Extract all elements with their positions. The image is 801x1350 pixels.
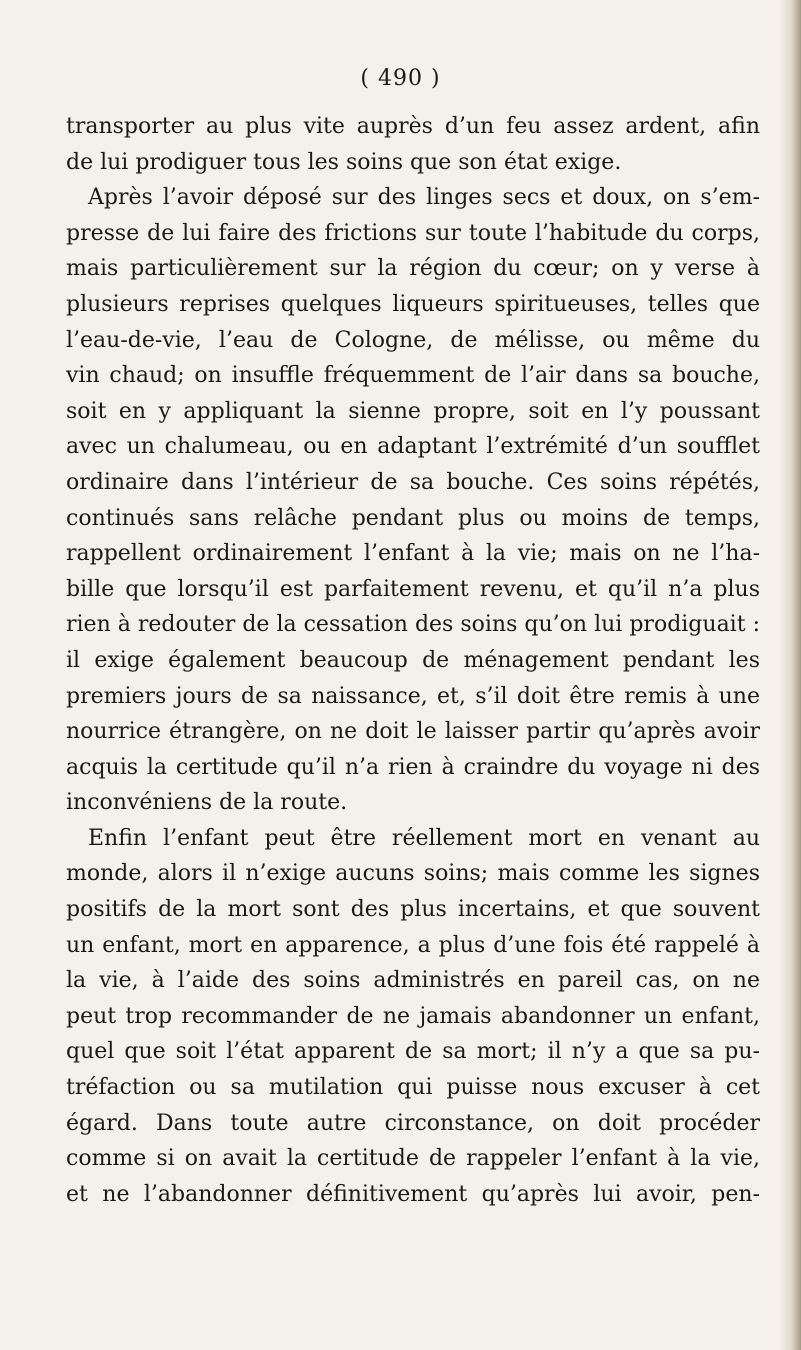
text-line: ordinaire dans l’intérieur de sa bouche. Ces soins répétés, <box>66 469 760 495</box>
text-line: égard. Dans toute autre circonstance, on doit procéder <box>66 1110 760 1136</box>
text-line: il exige également beaucoup de ménagement pendant les <box>66 647 760 673</box>
text-line: Enfin l’enfant peut être réellement mort en venant au <box>88 825 760 851</box>
text-line: acquis la certitude qu’il n’a rien à craindre du voyage ni des <box>66 754 760 780</box>
text-line: Après l’avoir déposé sur des linges secs et doux, on s’em- <box>88 185 760 211</box>
text-line: premiers jours de sa naissance, et, s’il doit être remis à une <box>66 683 760 709</box>
text-line: tréfaction ou sa mutilation qui puisse nous excuser à cet <box>66 1075 760 1101</box>
text-line: de lui prodiguer tous les soins que son état exige. <box>66 149 622 175</box>
text-line: rien à redouter de la cessation des soins qu’on lui prodiguait : <box>66 612 760 638</box>
text-line: quel que soit l’état apparent de sa mort; il n’y a que sa pu- <box>66 1039 760 1065</box>
text-line: rappellent ordinairement l’enfant à la vie; mais on ne l’ha- <box>66 541 760 567</box>
text-line: la vie, à l’aide des soins administrés en pareil cas, on ne <box>66 968 760 994</box>
text-line: peut trop recommander de ne jamais abandonner un enfant, <box>66 1003 760 1029</box>
text-line: l’eau-de-vie, l’eau de Cologne, de mélisse, ou même du <box>66 327 760 353</box>
text-line: nourrice étrangère, on ne doit le laisser partir qu’après avoir <box>66 719 760 745</box>
text-line: monde, alors il n’exige aucuns soins; mais comme les signes <box>66 861 760 887</box>
text-line: soit en y appliquant la sienne propre, soit en l’y poussant <box>66 398 760 424</box>
text-line: presse de lui faire des frictions sur toute l’habitude du corps, <box>66 220 760 246</box>
page-edge-shadow <box>779 0 801 1350</box>
text-line: transporter au plus vite auprès d’un feu assez ardent, afin <box>66 114 760 139</box>
text-line: avec un chalumeau, ou en adaptant l’extrémité d’un soufflet <box>66 434 760 460</box>
text-line: continués sans relâche pendant plus ou moins de temps, <box>66 505 760 531</box>
text-line: inconvéniens de la route. <box>66 790 348 816</box>
text-line: plusieurs reprises quelques liqueurs spiritueuses, telles que <box>66 291 760 317</box>
text-line: positifs de la mort sont des plus incertains, et que souvent <box>66 897 760 923</box>
text-line: vin chaud; on insuffle fréquemment de l’air dans sa bouche, <box>66 363 760 389</box>
text-line: et ne l’abandonner définitivement qu’après lui avoir, pen- <box>66 1181 760 1207</box>
text-line: mais particulièrement sur la région du cœur; on y verse à <box>66 256 760 282</box>
text-line: un enfant, mort en apparence, a plus d’une fois été rappelé à <box>66 932 760 958</box>
page-number: ( 490 ) <box>360 66 441 91</box>
text-line: comme si on avait la certitude de rappeler l’enfant à la vie, <box>66 1146 760 1172</box>
body-text <box>66 109 760 1212</box>
text-line: bille que lorsqu’il est parfaitement revenu, et qu’il n’a plus <box>66 576 760 602</box>
